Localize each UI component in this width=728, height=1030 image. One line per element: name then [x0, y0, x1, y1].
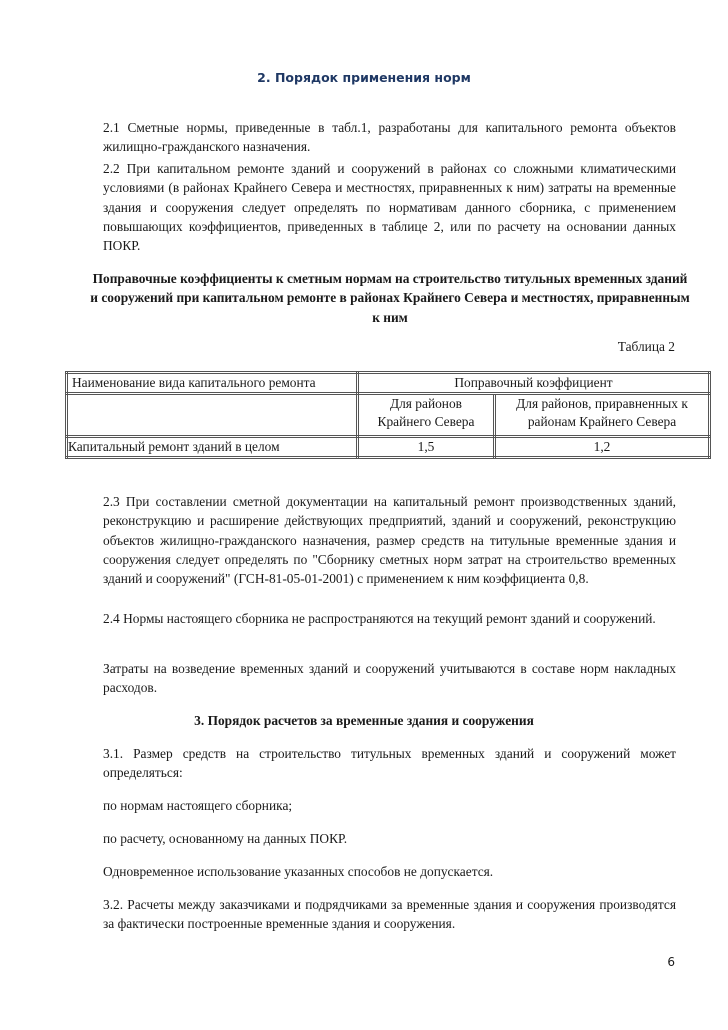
row-far-north-value: 1,5 — [358, 437, 495, 458]
section-2-heading: 2. Порядок применения норм — [257, 70, 471, 85]
subheader-far-north: Для районов Крайнего Севера — [358, 394, 495, 437]
subheader-equated-regions: Для районов, приравненных к районам Крайнего Севера — [495, 394, 710, 437]
header-repair-type: Наименование вида капитального ремонта — [67, 373, 358, 394]
table-header-row — [67, 373, 710, 394]
page-number: 6 — [667, 955, 675, 969]
list-item-norms: по нормам настоящего сборника; — [103, 798, 293, 813]
paragraph-2-1: 2.1 Сметные нормы, приведенные в табл.1, разработаны для капитального ремонта объектов жилищно-гражданского назначения. — [103, 120, 676, 155]
table-subheader-row — [67, 394, 710, 437]
paragraph-3-2: 3.2. Расчеты между заказчиками и подрядчиками за временные здания и сооружения производятся за фактически построенные временные здания и сооружения. — [103, 897, 676, 932]
list-item-pokr: по расчету, основанному на данных ПОКР. — [103, 831, 348, 846]
subheader-empty — [67, 394, 358, 437]
paragraph-3-1: 3.1. Размер средств на строительство титульных временных зданий и сооружений может определяться: — [103, 746, 676, 781]
row-repair-name: Капитальный ремонт зданий в целом — [67, 437, 358, 458]
paragraph-2-3: 2.3 При составлении сметной документации на капитальный ремонт производственных зданий, реконструкцию и расширение действующих предприятий, зданий и сооружений, реконструкцию объектов жилищно-гражданского назначения, размер средств на титульные временные здания и сооружения следует определять по "Сборнику сметных норм затрат на строительство временных зданий и сооружений" (ГСН-81-05-01-2001) с применением к ним коэффициента 0,8. — [103, 494, 676, 587]
table-2-label: Таблица 2 — [617, 339, 675, 354]
paragraph-overhead: Затраты на возведение временных зданий и сооружений учитываются в составе норм накладных расходов. — [103, 661, 676, 696]
paragraph-2-2: 2.2 При капитальном ремонте зданий и сооружений в районах со сложными климатическими условиями (в районах Крайнего Севера и местностях, приравненных к ним) затраты на временные здания и сооружения следует определять по нормативам данного сборника, с применением повышающих коэффициентов, приведенных в таблице 2, или по расчету на основании данных ПОКР. — [103, 161, 676, 254]
paragraph-2-4: 2.4 Нормы настоящего сборника не распространяются на текущий ремонт зданий и сооружений. — [103, 611, 656, 626]
row-equated-value: 1,2 — [495, 437, 710, 458]
header-correction-coefficient: Поправочный коэффициент — [358, 373, 710, 394]
table-row — [67, 437, 710, 458]
paragraph-simultaneous: Одновременное использование указанных способов не допускается. — [103, 864, 494, 879]
section-3-heading: 3. Порядок расчетов за временные здания и сооружения — [194, 713, 534, 728]
correction-coefficients-table — [65, 371, 711, 459]
table-2-caption: Поправочные коэффициенты к сметным нормам на строительство титульных временных зданий и сооружений при капитальном ремонте в районах Крайнего Севера и местностях, приравненным к ним — [90, 271, 690, 325]
